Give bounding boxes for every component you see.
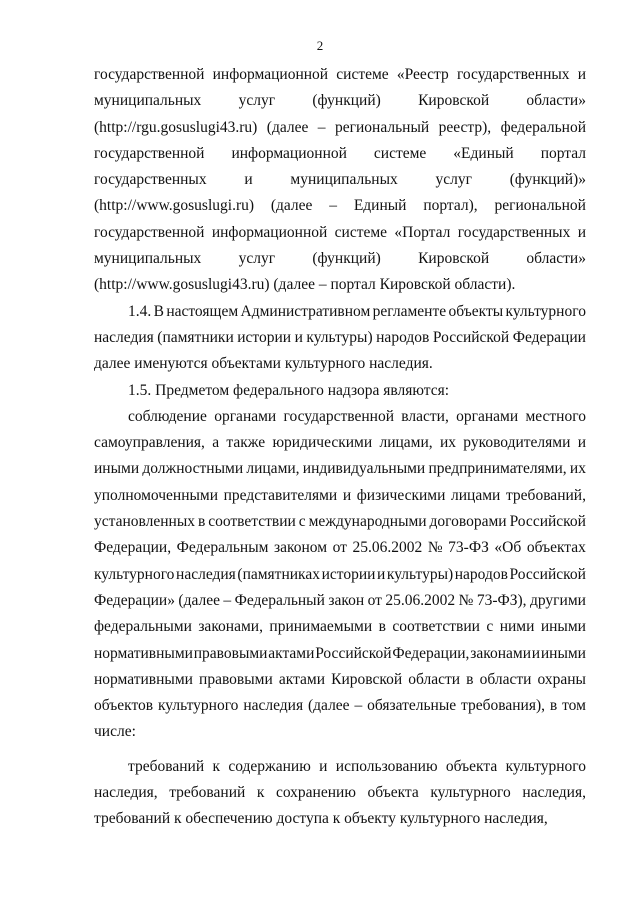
word: услуг — [435, 171, 472, 189]
word: 73-ФЗ), — [476, 591, 527, 609]
word: Федерации, — [94, 539, 172, 557]
word: к — [256, 784, 265, 802]
word: представителями — [223, 486, 338, 504]
word: Кировской — [418, 250, 490, 268]
word: правовыми — [193, 644, 268, 662]
word: федеральной — [500, 118, 586, 136]
word: регламенте — [372, 302, 447, 320]
word: обязательные — [367, 697, 457, 715]
word: услуг — [238, 250, 276, 268]
word: объектов — [94, 697, 154, 715]
document-body — [94, 62, 586, 833]
word: в — [378, 618, 386, 636]
text-line — [94, 62, 586, 88]
word: предпринимателями, — [428, 460, 567, 478]
word: культуры) — [306, 328, 373, 346]
word: информационной — [211, 223, 328, 241]
word: Административном — [240, 302, 371, 320]
text-line: (http://www.gosuslugi43.ru) (далее – портал Кировской области). — [94, 276, 516, 294]
word: содержанию — [228, 757, 311, 775]
word: и — [342, 486, 352, 504]
word: ними — [499, 618, 535, 636]
text-line — [94, 562, 586, 588]
word: международными — [308, 513, 427, 531]
word: (далее — [178, 591, 220, 609]
word: власти, — [401, 407, 449, 425]
word: федеральными — [94, 618, 192, 636]
text-line — [94, 193, 586, 219]
word: народов — [454, 565, 508, 583]
word: требований — [169, 784, 246, 802]
text-line — [94, 780, 586, 806]
word: их — [569, 460, 586, 478]
word: 25.06.2002 — [352, 539, 423, 557]
word: соблюдение — [128, 407, 207, 425]
word: и — [531, 644, 541, 662]
word: правовыми — [199, 670, 273, 688]
word: № — [427, 539, 443, 557]
word: в — [549, 697, 558, 715]
word: информационной — [212, 66, 329, 83]
word: (http://rgu.gosuslugi43.ru) — [94, 118, 258, 136]
word: государственных — [94, 171, 207, 189]
word: (памятниках — [237, 565, 320, 583]
word: должностными — [142, 460, 244, 478]
word: услуг — [238, 92, 276, 110]
word: (далее — [270, 197, 313, 215]
word: объекта — [445, 757, 498, 775]
word: портал), — [423, 197, 478, 215]
word: Федерации» — [94, 591, 175, 609]
word: объектах — [526, 539, 586, 557]
word: государственной — [94, 66, 205, 83]
word: также — [226, 434, 266, 452]
word: (функций)» — [509, 171, 586, 189]
word: государственной — [94, 144, 205, 162]
text-line — [94, 246, 586, 272]
text-line — [94, 754, 586, 780]
word: № — [458, 591, 474, 609]
word: Российской — [509, 565, 586, 583]
word: портал — [540, 144, 586, 162]
word: государственных — [457, 223, 571, 241]
text-line — [94, 430, 586, 456]
word: системе — [334, 223, 388, 241]
word: физическими — [356, 486, 446, 504]
word: – — [354, 697, 363, 715]
word: требования), — [461, 697, 545, 715]
word: области» — [526, 92, 586, 110]
word: культуры) — [386, 565, 454, 583]
word: региональный — [335, 118, 430, 136]
word: с — [486, 618, 494, 636]
text-line — [94, 456, 586, 482]
word: требований — [128, 757, 205, 775]
word: сохранению — [275, 784, 356, 802]
word: иными — [94, 460, 140, 478]
word: принимаемыми — [269, 618, 373, 636]
word: от — [332, 539, 347, 557]
word: иными — [540, 644, 586, 662]
word: том — [562, 697, 586, 715]
word: актами — [268, 644, 315, 662]
word: органами — [214, 407, 277, 425]
word: области — [479, 670, 532, 688]
word: Российской — [432, 328, 510, 346]
word: наследия — [243, 697, 304, 715]
word: и — [377, 565, 386, 583]
text-line: числе: — [94, 723, 136, 741]
word: Российской — [315, 644, 392, 662]
word: индивидуальными — [302, 460, 426, 478]
word: в — [197, 513, 206, 531]
word: руководителями — [463, 434, 571, 452]
word: лицами, — [246, 460, 300, 478]
word: закон — [328, 591, 365, 609]
word: и — [577, 434, 586, 452]
word: (функций) — [312, 92, 381, 110]
word: к — [212, 757, 220, 775]
word: региональной — [494, 197, 586, 215]
word: иными — [540, 618, 586, 636]
word: культурного — [505, 757, 586, 775]
word: (далее — [266, 118, 309, 136]
word: лицами — [451, 486, 501, 504]
text-line — [94, 483, 586, 509]
word: В — [153, 302, 164, 320]
text-line: далее именуются объектами культурного наследия. — [94, 355, 433, 373]
word: уполномоченными — [94, 486, 219, 504]
word: муниципальных — [290, 171, 398, 189]
word: а — [212, 434, 220, 452]
word: «Портал — [394, 223, 451, 241]
word: настоящем — [166, 302, 239, 320]
word: истории — [321, 565, 376, 583]
word: другими — [530, 591, 586, 609]
word: – — [223, 591, 232, 609]
word: 1.4. — [128, 302, 152, 320]
word: Российской — [509, 513, 586, 531]
word: – — [317, 118, 326, 136]
word: соответствии — [208, 513, 296, 531]
word: области — [408, 670, 461, 688]
word: Кировской — [331, 670, 403, 688]
word: наследия — [94, 328, 154, 346]
word: Федерации — [512, 328, 586, 346]
word: культурного — [94, 565, 175, 583]
word: системе — [373, 144, 427, 162]
word: от — [367, 591, 382, 609]
word: области» — [526, 250, 586, 268]
text-line — [94, 509, 586, 535]
word: наследия, — [94, 784, 158, 802]
word: культурного — [158, 697, 239, 715]
word: 25.06.2002 — [385, 591, 456, 609]
word: в — [466, 670, 474, 688]
text-line — [94, 641, 586, 667]
word: Федерации, — [392, 644, 470, 662]
word: системе — [336, 66, 389, 83]
word: наследия, — [522, 784, 586, 802]
word: использованию — [335, 757, 438, 775]
text-line — [94, 167, 586, 193]
word: «Единый — [453, 144, 514, 162]
word: культурного — [505, 302, 586, 320]
text-line — [94, 88, 586, 114]
word: и — [577, 223, 586, 241]
word: «Реестр — [396, 66, 449, 83]
word: 73-ФЗ — [448, 539, 489, 557]
word: охраны — [537, 670, 586, 688]
word: установленных — [94, 513, 195, 531]
text-line — [94, 115, 586, 141]
word: актами — [278, 670, 326, 688]
word: наследия — [176, 565, 236, 583]
word: – — [329, 197, 337, 215]
word: местного — [525, 407, 586, 425]
word: нормативными — [94, 670, 193, 688]
text-line — [94, 404, 586, 430]
text-line — [94, 614, 586, 640]
word: требований, — [505, 486, 586, 504]
text-line — [94, 220, 586, 246]
text-line: требований к обеспечению доступа к объекту культурного наследия, — [94, 810, 548, 828]
word: (памятники — [157, 328, 234, 346]
word: соответствии — [392, 618, 480, 636]
word: муниципальных — [94, 250, 202, 268]
word: договорами — [429, 513, 507, 531]
word: законами, — [198, 618, 263, 636]
word: законом — [273, 539, 328, 557]
word: (http://www.gosuslugi.ru) — [94, 197, 255, 215]
word: Федеральным — [176, 539, 269, 557]
word: культурного — [430, 784, 511, 802]
word: истории — [237, 328, 292, 346]
word: Единый — [353, 197, 407, 215]
word: юридическими — [272, 434, 373, 452]
word: и — [577, 66, 586, 83]
word: органами — [456, 407, 519, 425]
word: Федеральный — [234, 591, 325, 609]
text-line — [94, 325, 586, 351]
text-line: 1.5. Предметом федерального надзора являются: — [128, 381, 450, 399]
page-number: 2 — [316, 38, 324, 53]
word: реестр), — [438, 118, 492, 136]
word: (функций) — [312, 250, 381, 268]
word: муниципальных — [94, 92, 202, 110]
word: законами — [470, 644, 531, 662]
word: и — [294, 328, 303, 346]
word: государственной — [94, 223, 205, 241]
word: народов — [376, 328, 430, 346]
word: государственных — [456, 66, 570, 83]
word: объекты — [448, 302, 504, 320]
word: «Об — [494, 539, 522, 557]
text-line — [94, 299, 586, 325]
word: Кировской — [418, 92, 490, 110]
text-line — [94, 667, 586, 693]
word: их — [439, 434, 456, 452]
word: (далее — [308, 697, 350, 715]
word: информационной — [231, 144, 347, 162]
word: объекта — [367, 784, 419, 802]
text-line — [94, 535, 586, 561]
text-line — [94, 588, 586, 614]
text-line — [94, 693, 586, 719]
word: и — [244, 171, 253, 189]
word: государственной — [283, 407, 394, 425]
word: самоуправления, — [94, 434, 205, 452]
word: с — [298, 513, 306, 531]
word: лицами, — [379, 434, 433, 452]
word: и — [319, 757, 328, 775]
text-line — [94, 141, 586, 167]
word: нормативными — [94, 644, 193, 662]
